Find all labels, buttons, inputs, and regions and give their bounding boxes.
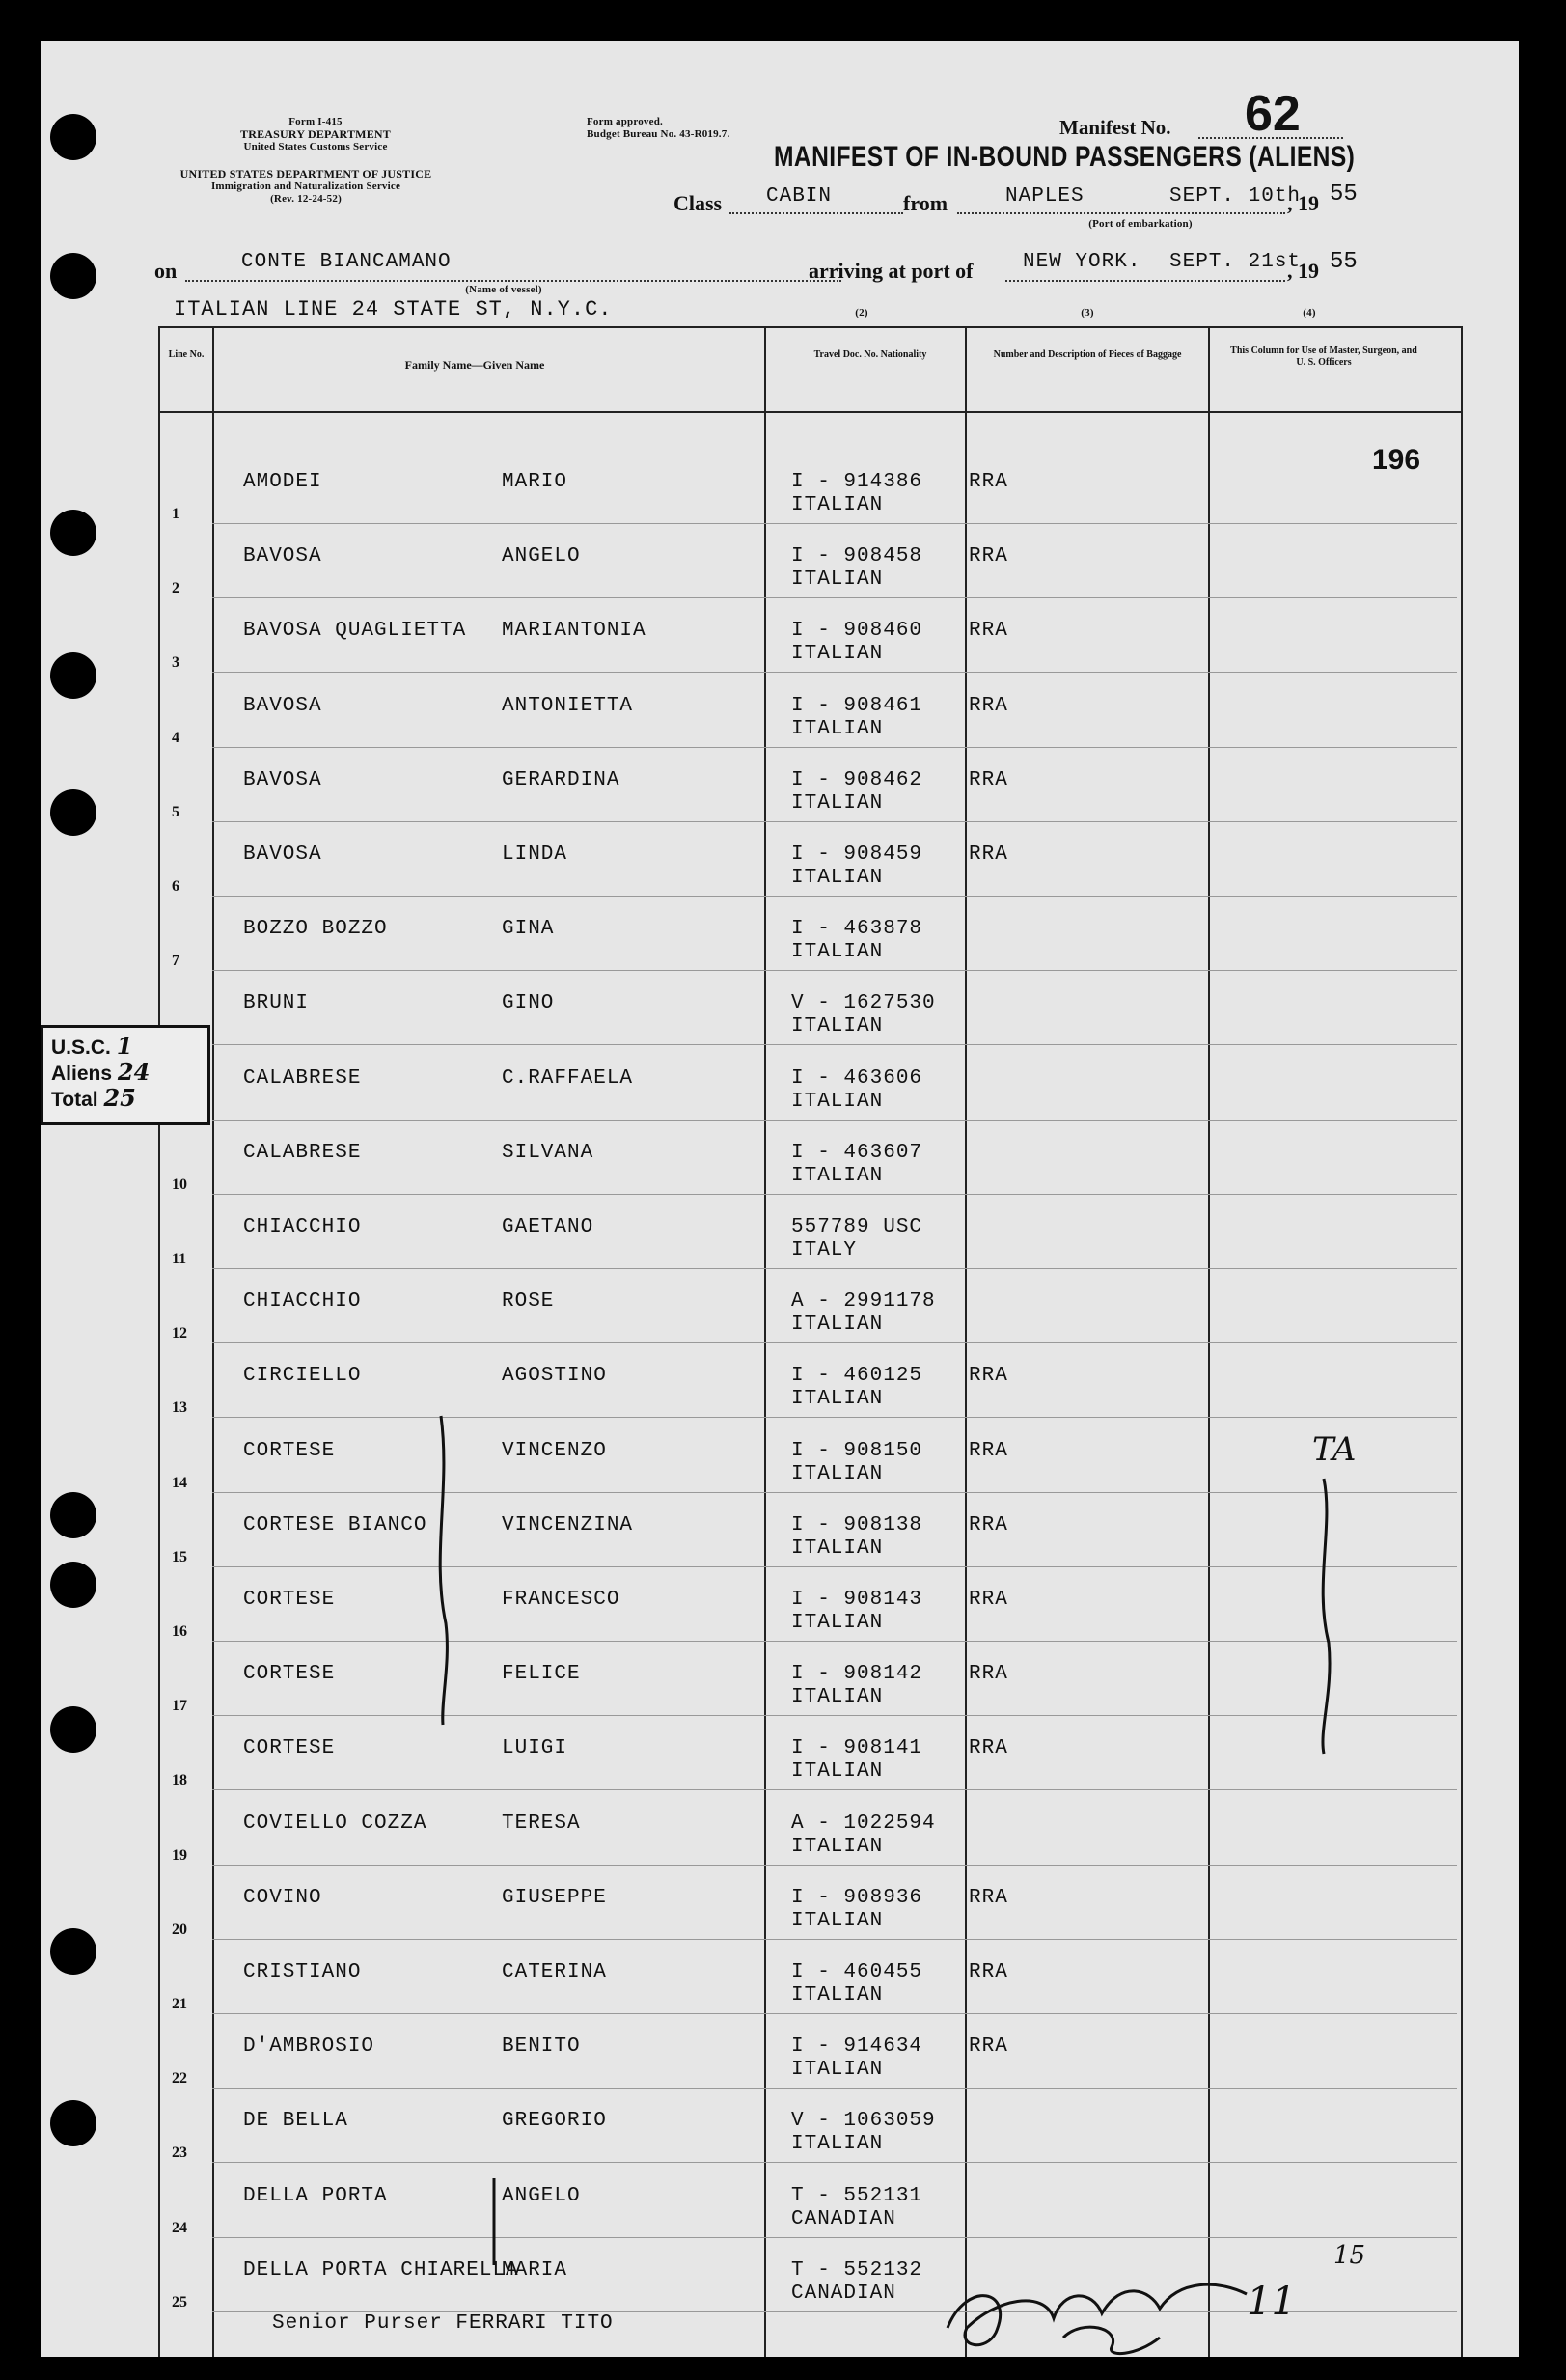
travel-doc-number: I - 914386 xyxy=(791,471,923,493)
punch-hole xyxy=(50,1706,96,1753)
given-name: LINDA xyxy=(502,844,568,866)
given-name: ANGELO xyxy=(502,545,581,568)
given-name: ANGELO xyxy=(502,2184,581,2207)
travel-doc-number: A - 1022594 xyxy=(791,1812,936,1835)
travel-doc-number: I - 908143 xyxy=(791,1589,923,1611)
travel-doc-number: I - 908458 xyxy=(791,545,923,568)
family-name: AMODEI xyxy=(243,471,322,493)
line-number: 11 xyxy=(172,1251,187,1267)
row-divider xyxy=(212,2088,1457,2089)
given-name: TERESA xyxy=(502,1812,581,1835)
della-porta-bracket xyxy=(484,2173,504,2270)
row-divider xyxy=(212,1865,1457,1866)
family-name: BAVOSA QUAGLIETTA xyxy=(243,620,467,643)
eleven-annotation: 11 xyxy=(1247,2280,1296,2324)
line-number: 16 xyxy=(172,1623,187,1640)
col-num-4: (4) xyxy=(1303,307,1316,318)
nationality: ITALIAN xyxy=(791,643,884,666)
line-number: 12 xyxy=(172,1325,187,1342)
row-divider xyxy=(212,1492,1457,1493)
from-label: from xyxy=(903,191,948,215)
treasury-block: Form I-415 TREASURY DEPARTMENT United States Customs Service xyxy=(240,116,391,152)
officer-number: 196 xyxy=(1372,444,1421,476)
row-divider xyxy=(212,1342,1457,1343)
nationality: ITALIAN xyxy=(791,1314,884,1337)
line-number: 15 xyxy=(172,1548,187,1565)
line-number: 1 xyxy=(172,506,179,522)
row-divider xyxy=(212,1789,1457,1790)
on-label: on xyxy=(154,259,178,283)
line-number: 3 xyxy=(172,654,179,672)
nationality: ITALIAN xyxy=(791,2059,884,2082)
nationality: ITALY xyxy=(791,1239,858,1261)
given-name: GINO xyxy=(502,992,555,1015)
family-name: CALABRESE xyxy=(243,1066,362,1090)
given-name: ROSE xyxy=(502,1290,555,1314)
given-name: GAETANO xyxy=(502,1216,594,1238)
travel-doc-number: I - 908460 xyxy=(791,620,923,643)
col-travel-doc: Travel Doc. No. Nationality xyxy=(813,349,927,360)
line-number: 14 xyxy=(172,1474,187,1491)
row-divider xyxy=(212,747,1457,748)
given-name: FELICE xyxy=(502,1663,581,1686)
family-name: CALABRESE xyxy=(243,1141,362,1164)
col-officers: This Column for Use of Master, Surgeon, and U. S. Officers xyxy=(1230,346,1417,368)
travel-doc-number: I - 460455 xyxy=(791,1961,923,1983)
punch-hole xyxy=(50,652,96,699)
family-name: DELLA PORTA xyxy=(243,2184,388,2207)
arriving-label: arriving at port of xyxy=(809,259,974,283)
port-embark-caption: (Port of embarkation) xyxy=(1088,218,1193,230)
baggage-code: RRA xyxy=(969,545,1008,568)
line-number: 17 xyxy=(172,1698,187,1715)
line-number: 10 xyxy=(172,1176,187,1193)
row-divider xyxy=(212,2013,1457,2014)
row-divider xyxy=(212,2237,1457,2238)
family-name: BOZZO BOZZO xyxy=(243,918,388,941)
total-value: 25 xyxy=(103,1084,136,1112)
family-name: D'AMBROSIO xyxy=(243,2035,375,2059)
col-num-3: (3) xyxy=(1081,307,1094,318)
col-baggage: Number and Description of Pieces of Baggage xyxy=(993,349,1182,360)
aliens-label: Aliens xyxy=(51,1063,113,1085)
travel-doc-number: 557789 USC xyxy=(791,1216,923,1238)
travel-doc-number: I - 908936 xyxy=(791,1886,923,1909)
line-number: 6 xyxy=(172,878,179,895)
punch-hole xyxy=(50,510,96,556)
family-name: BRUNI xyxy=(243,992,310,1015)
col-name: Family Name—Given Name xyxy=(404,358,545,372)
baggage-code: RRA xyxy=(969,1513,1008,1536)
punch-hole xyxy=(50,2100,96,2146)
baggage-code: RRA xyxy=(969,1439,1008,1462)
given-name: VINCENZO xyxy=(502,1439,607,1462)
usc-label: U.S.C. xyxy=(51,1037,111,1059)
given-name: AGOSTINO xyxy=(502,1365,607,1388)
embark-year: 55 xyxy=(1330,181,1358,208)
manifest-no-label: Manifest No. xyxy=(1059,116,1171,139)
row-divider xyxy=(212,896,1457,897)
class-label: Class xyxy=(673,191,723,215)
family-name: COVINO xyxy=(243,1886,322,1909)
baggage-code: RRA xyxy=(969,2035,1008,2059)
family-name: CORTESE xyxy=(243,1737,336,1760)
nationality: ITALIAN xyxy=(791,1686,884,1709)
vessel-name: CONTE BIANCAMANO xyxy=(241,251,452,273)
given-name: VINCENZINA xyxy=(502,1513,634,1536)
given-name: MARIANTONIA xyxy=(502,620,646,643)
family-name: DELLA PORTA CHIARELLA xyxy=(243,2258,519,2282)
family-name: CIRCIELLO xyxy=(243,1365,362,1388)
baggage-code: RRA xyxy=(969,1663,1008,1686)
form-approved-block: Form approved. Budget Bureau No. 43-R019.7. xyxy=(587,116,730,140)
travel-doc-number: V - 1063059 xyxy=(791,2110,936,2133)
line-number: 25 xyxy=(172,2293,187,2311)
given-name: GIUSEPPE xyxy=(502,1886,607,1909)
embark-date: SEPT. 10th xyxy=(1169,185,1302,208)
arrival-year-prefix: , 19 xyxy=(1287,259,1319,283)
travel-doc-number: T - 552131 xyxy=(791,2184,923,2207)
travel-doc-number: I - 908138 xyxy=(791,1513,923,1536)
manifest-title: MANIFEST OF IN-BOUND PASSENGERS (ALIENS) xyxy=(774,141,1356,173)
row-divider xyxy=(212,1194,1457,1195)
line-number: 23 xyxy=(172,2145,187,2162)
col-num-2: (2) xyxy=(855,307,868,318)
given-name: ANTONIETTA xyxy=(502,694,634,717)
agent-line: ITALIAN LINE 24 STATE ST, N.Y.C. xyxy=(174,297,613,321)
row-divider xyxy=(212,1566,1457,1567)
travel-doc-number: I - 908462 xyxy=(791,768,923,791)
nationality: ITALIAN xyxy=(791,1835,884,1858)
nationality: CANADIAN xyxy=(791,2282,896,2305)
row-divider xyxy=(212,1417,1457,1418)
usc-value: 1 xyxy=(116,1032,133,1060)
line-number: 2 xyxy=(172,580,179,597)
family-bracket xyxy=(422,1411,460,1730)
punch-hole xyxy=(50,114,96,160)
col-line-no: Line No. xyxy=(168,349,205,360)
nationality: ITALIAN xyxy=(791,1164,884,1187)
justice-block: UNITED STATES DEPARTMENT OF JUSTICE Immigration and Naturalization Service (Rev. 12-24-52) xyxy=(179,167,432,205)
row-divider xyxy=(212,2162,1457,2163)
nationality: ITALIAN xyxy=(791,2133,884,2156)
manifest-number: 62 xyxy=(1245,86,1301,142)
nationality: ITALIAN xyxy=(791,791,884,815)
family-name: CORTESE xyxy=(243,1589,336,1611)
line-number: 22 xyxy=(172,2070,187,2088)
given-name: MARIA xyxy=(502,2258,568,2282)
nationality: CANADIAN xyxy=(791,2207,896,2230)
travel-doc-number: A - 2991178 xyxy=(791,1290,936,1314)
baggage-code: RRA xyxy=(969,1961,1008,1983)
given-name: MARIO xyxy=(502,471,568,493)
row-divider xyxy=(212,523,1457,524)
arrival-year: 55 xyxy=(1330,249,1358,275)
line-number: 18 xyxy=(172,1772,187,1789)
row-divider xyxy=(212,1641,1457,1642)
given-name: GINA xyxy=(502,918,555,941)
family-name: CHIACCHIO xyxy=(243,1290,362,1314)
punch-hole xyxy=(50,253,96,299)
given-name: CATERINA xyxy=(502,1961,607,1983)
baggage-code: RRA xyxy=(969,844,1008,866)
arrival-port: NEW YORK. xyxy=(1023,251,1141,273)
nationality: ITALIAN xyxy=(791,1090,884,1113)
given-name: FRANCESCO xyxy=(502,1589,620,1611)
travel-doc-number: I - 463606 xyxy=(791,1066,923,1090)
line-number: 7 xyxy=(172,953,179,970)
travel-doc-number: I - 908141 xyxy=(791,1737,923,1760)
nationality: ITALIAN xyxy=(791,1462,884,1485)
baggage-code: RRA xyxy=(969,1737,1008,1760)
given-name: BENITO xyxy=(502,2035,581,2059)
given-name: C.RAFFAELA xyxy=(502,1066,634,1090)
row-divider xyxy=(212,1268,1457,1269)
line-number: 13 xyxy=(172,1399,187,1417)
travel-doc-number: I - 908142 xyxy=(791,1663,923,1686)
row-divider xyxy=(212,1044,1457,1045)
embark-year-prefix: , 19 xyxy=(1287,191,1319,215)
arrival-date: SEPT. 21st xyxy=(1169,251,1302,273)
baggage-code: RRA xyxy=(969,620,1008,643)
class-value: CABIN xyxy=(766,185,833,208)
nationality: ITALIAN xyxy=(791,1536,884,1560)
line-number: 4 xyxy=(172,729,179,746)
usc-stamp xyxy=(41,1025,210,1125)
aliens-value: 24 xyxy=(117,1058,151,1086)
nationality: ITALIAN xyxy=(791,1388,884,1411)
punch-hole xyxy=(50,789,96,836)
nationality: ITALIAN xyxy=(791,1612,884,1634)
line-number: 24 xyxy=(172,2219,187,2236)
vessel-caption: (Name of vessel) xyxy=(465,284,542,295)
family-name: BAVOSA xyxy=(243,545,322,568)
officer-bracket xyxy=(1295,1469,1353,1758)
ta-annotation: TA xyxy=(1312,1430,1357,1469)
punch-hole xyxy=(50,1562,96,1608)
travel-doc-number: I - 460125 xyxy=(791,1365,923,1388)
baggage-code: RRA xyxy=(969,1589,1008,1611)
row-divider xyxy=(212,672,1457,673)
given-name: SILVANA xyxy=(502,1141,594,1164)
travel-doc-number: V - 1627530 xyxy=(791,992,936,1015)
family-name: BAVOSA xyxy=(243,844,322,866)
family-name: CORTESE xyxy=(243,1439,336,1462)
family-name: BAVOSA xyxy=(243,694,322,717)
row-divider xyxy=(212,1939,1457,1940)
row-divider xyxy=(212,970,1457,971)
travel-doc-number: I - 463607 xyxy=(791,1141,923,1164)
line-number: 21 xyxy=(172,1996,187,2012)
baggage-code: RRA xyxy=(969,1365,1008,1388)
family-name: DE BELLA xyxy=(243,2110,348,2133)
given-name: LUIGI xyxy=(502,1737,568,1760)
nationality: ITALIAN xyxy=(791,941,884,964)
baggage-code: RRA xyxy=(969,768,1008,791)
baggage-code: RRA xyxy=(969,471,1008,493)
total-label: Total xyxy=(51,1089,98,1111)
family-name: CHIACCHIO xyxy=(243,1216,362,1238)
punch-hole xyxy=(50,1492,96,1538)
family-name: CORTESE xyxy=(243,1663,336,1686)
family-name: BAVOSA xyxy=(243,768,322,791)
travel-doc-number: T - 552132 xyxy=(791,2258,923,2282)
baggage-code: RRA xyxy=(969,1886,1008,1909)
travel-doc-number: I - 463878 xyxy=(791,918,923,941)
travel-doc-number: I - 908150 xyxy=(791,1439,923,1462)
line-number: 19 xyxy=(172,1846,187,1864)
travel-doc-number: I - 908461 xyxy=(791,694,923,717)
given-name: GREGORIO xyxy=(502,2110,607,2133)
family-name: CRISTIANO xyxy=(243,1961,362,1983)
family-name: COVIELLO COZZA xyxy=(243,1812,427,1835)
family-name: CORTESE BIANCO xyxy=(243,1513,427,1536)
nationality: ITALIAN xyxy=(791,1909,884,1932)
punch-hole xyxy=(50,1928,96,1975)
manifest-page xyxy=(41,41,1519,2357)
nationality: ITALIAN xyxy=(791,1760,884,1784)
row-divider xyxy=(212,597,1457,598)
nationality: ITALIAN xyxy=(791,494,884,516)
nationality: ITALIAN xyxy=(791,867,884,889)
row-divider xyxy=(212,821,1457,822)
travel-doc-number: I - 908459 xyxy=(791,844,923,866)
line-number: 5 xyxy=(172,803,179,820)
given-name: GERARDINA xyxy=(502,768,620,791)
row-divider xyxy=(212,1120,1457,1121)
embark-port: NAPLES xyxy=(1005,185,1085,208)
nationality: ITALIAN xyxy=(791,568,884,592)
nationality: ITALIAN xyxy=(791,1984,884,2006)
baggage-code: RRA xyxy=(969,694,1008,717)
fifteen-annotation: 15 xyxy=(1333,2241,1366,2270)
nationality: ITALIAN xyxy=(791,717,884,740)
signature xyxy=(928,2251,1276,2357)
line-number: 20 xyxy=(172,1921,187,1938)
travel-doc-number: I - 914634 xyxy=(791,2035,923,2059)
row-divider xyxy=(212,1715,1457,1716)
purser-line: Senior Purser FERRARI TITO xyxy=(272,2312,614,2335)
nationality: ITALIAN xyxy=(791,1015,884,1038)
